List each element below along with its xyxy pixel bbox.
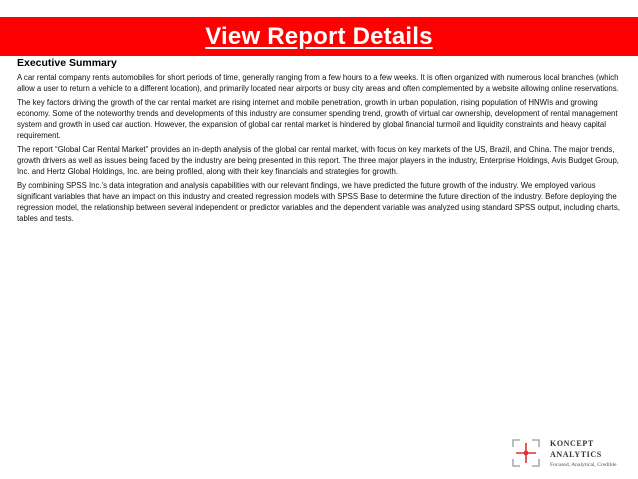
summary-paragraph-4: By combining SPSS Inc.’s data integration and analysis capabilities with our relevant findings, we have predicted the future growth of the industry. We employed various significant variables that have an impact on this industry and created regression models with SPSS Base to determine the future direction of the industry. Before deploying the regression model, the relationship between several independent or predictor variables and the dependent variable was analyzed using standard SPSS output, including charts, tables and tests.	[17, 181, 620, 223]
report-banner	[0, 17, 638, 56]
crosshair-logo-icon	[511, 438, 541, 468]
summary-paragraph-3: The report “Global Car Rental Market” provides an in-depth analysis of the global car rental market, with focus on key markets of the US, Brazil, and China. The major trends, growth drivers as well as issues being faced by the industry are being presented in this report. The three major players in the industry, Enterprise Holdings, Avis Budget Group, Inc. and Hertz Global Holdings, Inc. are being profiled, along with their key financials and strategies for growth.	[17, 145, 619, 176]
logo-name-line2: ANALYTICS	[550, 450, 602, 459]
koncept-analytics-logo	[511, 438, 633, 472]
summary-paragraph-1: A car rental company rents automobiles for short periods of time, generally ranging from a few hours to a few weeks. It is often organized with numerous local branches (which allow a user to return a vehicle to a different location), and primarily located near airports or busy city areas and often complemented by a website allowing online reservations.	[17, 73, 619, 93]
section-heading: Executive Summary	[17, 57, 117, 69]
view-report-details-link[interactable]: View Report Details	[205, 22, 433, 50]
logo-tagline: Focused, Analytical, Credible	[550, 462, 617, 468]
executive-summary	[17, 57, 623, 227]
summary-paragraph-2: The key factors driving the growth of the car rental market are rising internet and mobile penetration, growth in urban population, rising population of HNWIs and growing economy. Some of the noteworthy trends and developments of this industry are consumer spending trend, growth of virtual car ownership, development of rental management system and growth in used car auction. However, the expansion of global car rental market is hindered by global financial turmoil and liquidity constraints and heavy capital requirement.	[17, 98, 618, 140]
logo-name-line1: KONCEPT	[550, 439, 594, 448]
